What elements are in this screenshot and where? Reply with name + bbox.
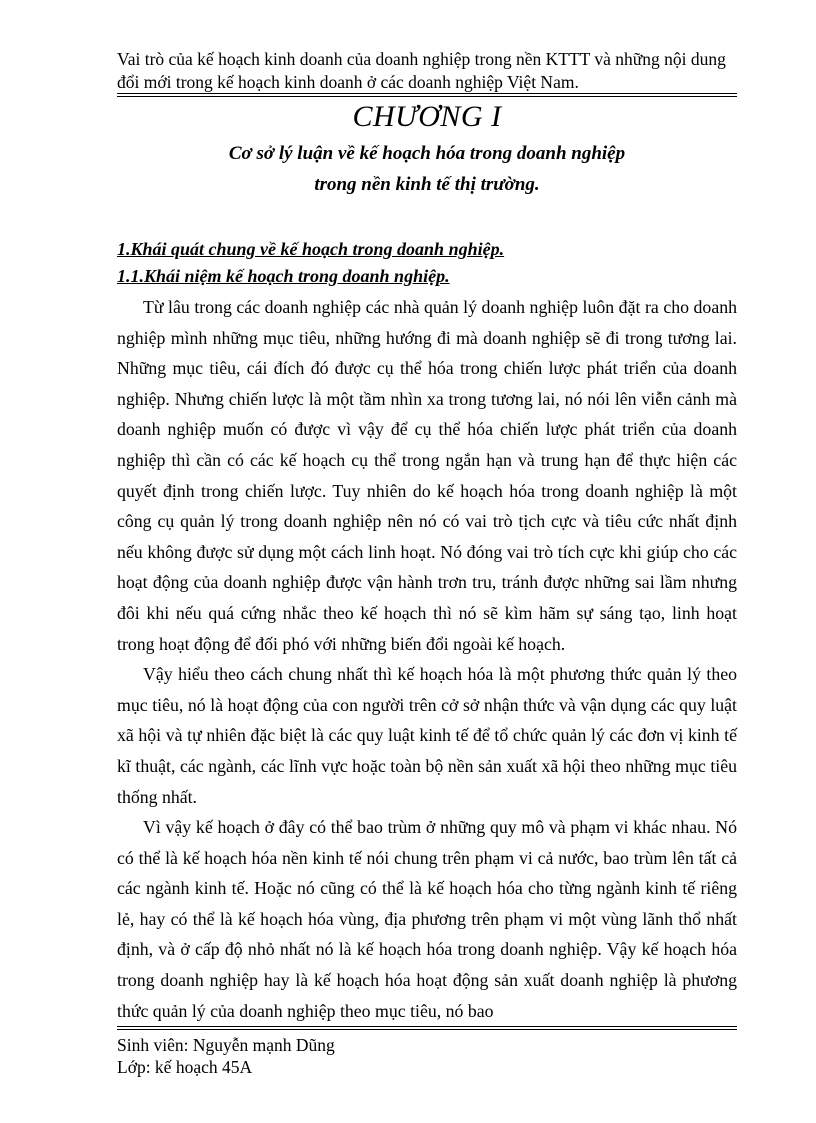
footer-student: Sinh viên: Nguyễn mạnh Dũng xyxy=(117,1035,335,1055)
paragraph-2: Vậy hiểu theo cách chung nhất thì kế hoạch hóa là một phương thức quản lý theo mục tiêu, nó là hoạt động của con người trên cở sở nhận thức và vận dụng các quy luật xã hội và tự nhiên đặc biệt là các quy luật kinh tế để tổ chức quản lý các đơn vị kinh tế kĩ thuật, các ngành, các lĩnh vực hoặc toàn bộ nền sản xuất xã hội theo những mục tiêu thống nhất. xyxy=(117,664,737,807)
running-header: Vai trò của kế hoạch kinh doanh của doanh nghiệp trong nền KTTT và những nội dung đổi mới trong kế hoạch kinh doanh ở các doanh nghiệp Việt Nam. xyxy=(117,49,726,92)
paragraph-1: Từ lâu trong các doanh nghiệp các nhà quản lý doanh nghiệp luôn đặt ra cho doanh nghiệp mình những mục tiêu, những hướng đi mà doanh nghiệp sẽ đi trong tương lai. Những mục tiêu, cái đích đó được cụ thể hóa trong chiến lược phát triển của doanh nghiệp. Nhưng chiến lược là một tầm nhìn xa trong tương lai, nó nói lên viễn cảnh mà doanh nghiệp muốn có được vì vậy để cụ thể hóa chiến lược phát triển của doanh nghiệp thì cần có các kế hoạch cụ thể trong ngắn hạn và trung hạn để thực hiện các quyết định trong chiến lược. Tuy nhiên do kế hoạch hóa trong doanh nghiệp là một công cụ quản lý trong doanh nghiệp nên nó có vai trò tịch cực và tiêu cức nhất định nếu không được sử dụng một cách linh hoạt. Nó đóng vai trò tích cực khi giúp cho các hoạt động của doanh nghiệp được vận hành trơn tru, tránh được những sai lầm nhưng đôi khi nếu quá cứng nhắc theo kế hoạch thì nó sẽ kìm hãm sự sáng tạo, linh hoạt trong hoạt động để đối phó với những biến đổi ngoài kế hoạch. xyxy=(117,297,737,654)
section-heading-1: 1.Khái quát chung về kế hoạch trong doanh nghiệp. xyxy=(117,239,505,259)
section-heading-1-1: 1.1.Khái niệm kế hoạch trong doanh nghiệp. xyxy=(117,266,450,286)
footer-class: Lớp: kế hoạch 45A xyxy=(117,1057,253,1077)
footer xyxy=(117,1034,335,1078)
chapter-subtitle-line1: Cơ sở lý luận về kế hoạch hóa trong doanh nghiệp xyxy=(228,143,626,164)
chapter-subtitle-line2: trong nền kinh tế thị trường. xyxy=(314,174,540,195)
header-rule xyxy=(117,93,737,97)
footer-rule xyxy=(117,1026,737,1030)
chapter-title: CHƯƠNG I xyxy=(352,100,502,133)
body-text xyxy=(117,292,737,1026)
paragraph-3: Vì vậy kế hoạch ở đây có thể bao trùm ở những quy mô và phạm vi khác nhau. Nó có thể là kế hoạch hóa nền kinh tế nói chung trên phạm vi cả nước, bao trùm lên tất cả các ngành kinh tế. Hoặc nó cũng có thể là kế hoạch hóa cho từng ngành kinh tế riêng lẻ, hay có thể là kế hoạch hóa vùng, địa phương trên phạm vi một vùng lãnh thổ nhất định, và ở cấp độ nhỏ nhất nó là kế hoạch hóa trong doanh nghiệp. Vậy kế hoạch hóa trong doanh nghiệp hay là kế hoạch hóa hoạt động sản xuất doanh nghiệp là phương thức quản lý của doanh nghiệp theo mục tiêu, nó bao xyxy=(117,817,737,1021)
